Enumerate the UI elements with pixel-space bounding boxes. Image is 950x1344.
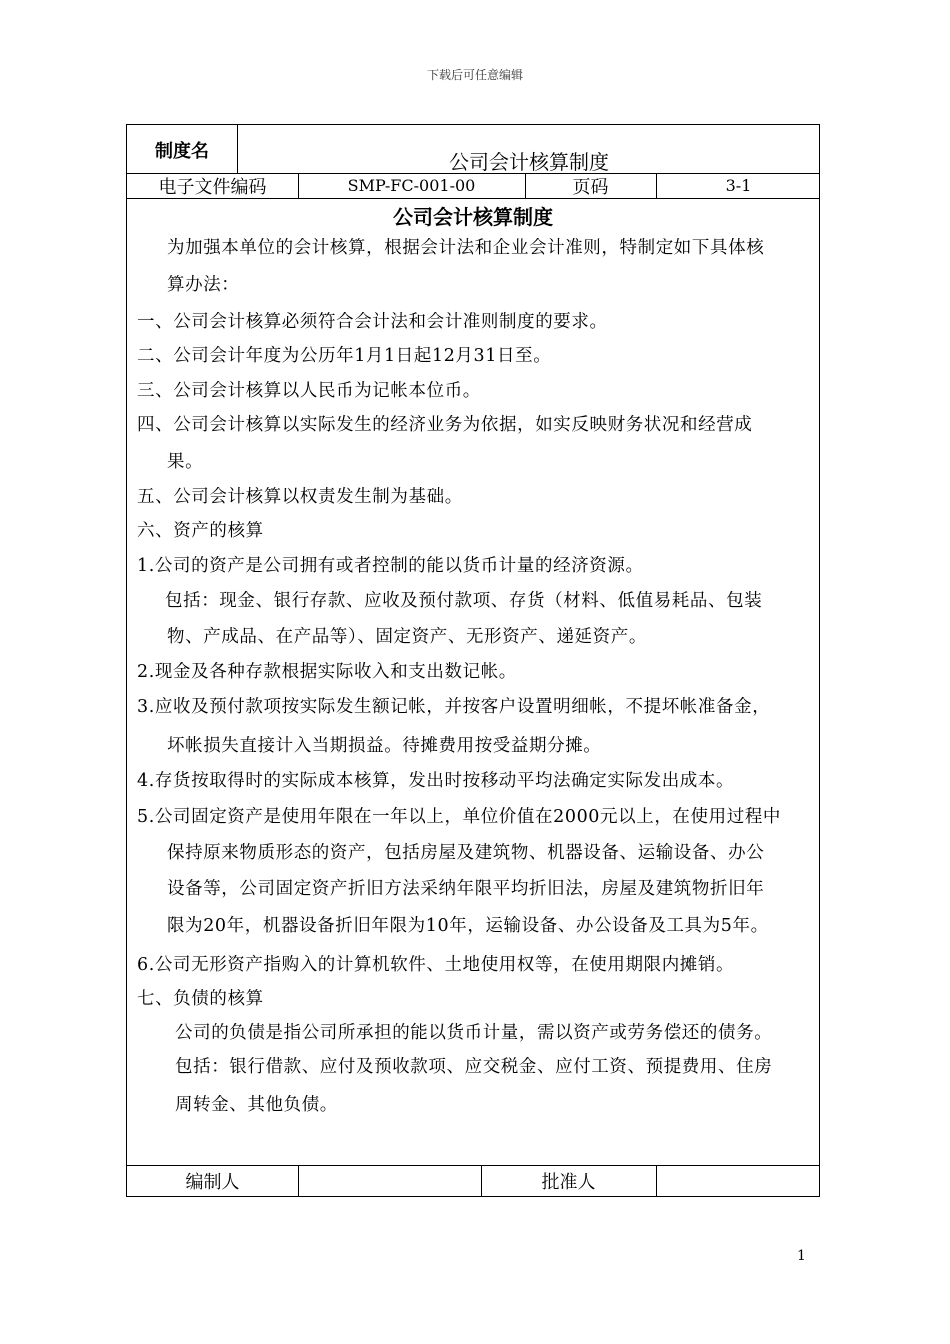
body-line: 坏帐损失直接计入当期损益。待摊费用按受益期分摊。: [167, 736, 602, 756]
policy-name-value: 公司会计核算制度: [449, 149, 609, 174]
file-code-label: 电子文件编码: [158, 176, 267, 198]
body-line: 公司的负债是指公司所承担的能以货币计量，需以资产或劳务偿还的债务。: [175, 1023, 773, 1043]
body-line: 6.公司无形资产指购入的计算机软件、土地使用权等，在使用期限内摊销。: [137, 955, 735, 975]
page-code-label: 页码: [572, 176, 609, 198]
approved-by-label: 批准人: [541, 1172, 596, 1193]
body-line: 七、负债的核算: [137, 989, 264, 1009]
body-line: 果。: [167, 452, 204, 472]
document-form: [126, 124, 820, 1197]
page-number: 1: [797, 1248, 806, 1264]
body-line: 三、公司会计核算以人民币为记帐本位币。: [137, 381, 481, 401]
body-line: 五、公司会计核算以权责发生制为基础。: [137, 487, 463, 507]
body-line: 1.公司的资产是公司拥有或者控制的能以货币计量的经济资源。: [137, 556, 644, 576]
approved-by-field[interactable]: [656, 1165, 821, 1197]
body-line: 二、公司会计年度为公历年1月1日起12月31日至。: [137, 346, 552, 366]
body-line: 六、资产的核算: [137, 521, 264, 541]
body-line: 包括：银行借款、应付及预收款项、应交税金、应付工资、预提费用、住房: [175, 1057, 773, 1077]
prepared-by-field[interactable]: [298, 1165, 481, 1197]
page-header-note: 下载后可任意编辑: [426, 68, 523, 82]
body-line: 为加强本单位的会计核算，根据会计法和企业会计准则，特制定如下具体核: [167, 238, 765, 258]
document-title: 公司会计核算制度: [393, 205, 553, 229]
body-line: 周转金、其他负债。: [175, 1095, 338, 1115]
body-line: 物、产成品、在产品等）、固定资产、无形资产、递延资产。: [167, 627, 647, 647]
body-line: 一、公司会计核算必须符合会计法和会计准则制度的要求。: [137, 312, 608, 332]
page-code-value: 3-1: [725, 176, 752, 195]
body-line: 5.公司固定资产是使用年限在一年以上，单位价值在2000元以上，在使用过程中: [137, 807, 782, 827]
prepared-by-label: 编制人: [185, 1172, 240, 1193]
file-code-value: SMP-FC-001-00: [347, 176, 476, 195]
body-line: 包括：现金、银行存款、应收及预付款项、存货（材料、低值易耗品、包装: [165, 591, 763, 611]
body-line: 2.现金及各种存款根据实际收入和支出数记帐。: [137, 662, 517, 682]
body-line: 保持原来物质形态的资产，包括房屋及建筑物、机器设备、运输设备、办公: [167, 843, 765, 863]
policy-name-label: 制度名: [155, 141, 209, 162]
body-line: 设备等，公司固定资产折旧方法采纳年限平均折旧法，房屋及建筑物折旧年: [167, 879, 765, 899]
body-line: 4.存货按取得时的实际成本核算，发出时按移动平均法确定实际发出成本。: [137, 771, 735, 791]
body-line: 3.应收及预付款项按实际发生额记帐，并按客户设置明细帐，不提坏帐准备金，: [137, 697, 771, 717]
body-line: 算办法：: [167, 275, 240, 295]
body-line: 限为20年，机器设备折旧年限为10年，运输设备、办公设备及工具为5年。: [167, 916, 769, 936]
body-line: 四、公司会计核算以实际发生的经济业务为依据，如实反映财务状况和经营成: [137, 415, 753, 435]
